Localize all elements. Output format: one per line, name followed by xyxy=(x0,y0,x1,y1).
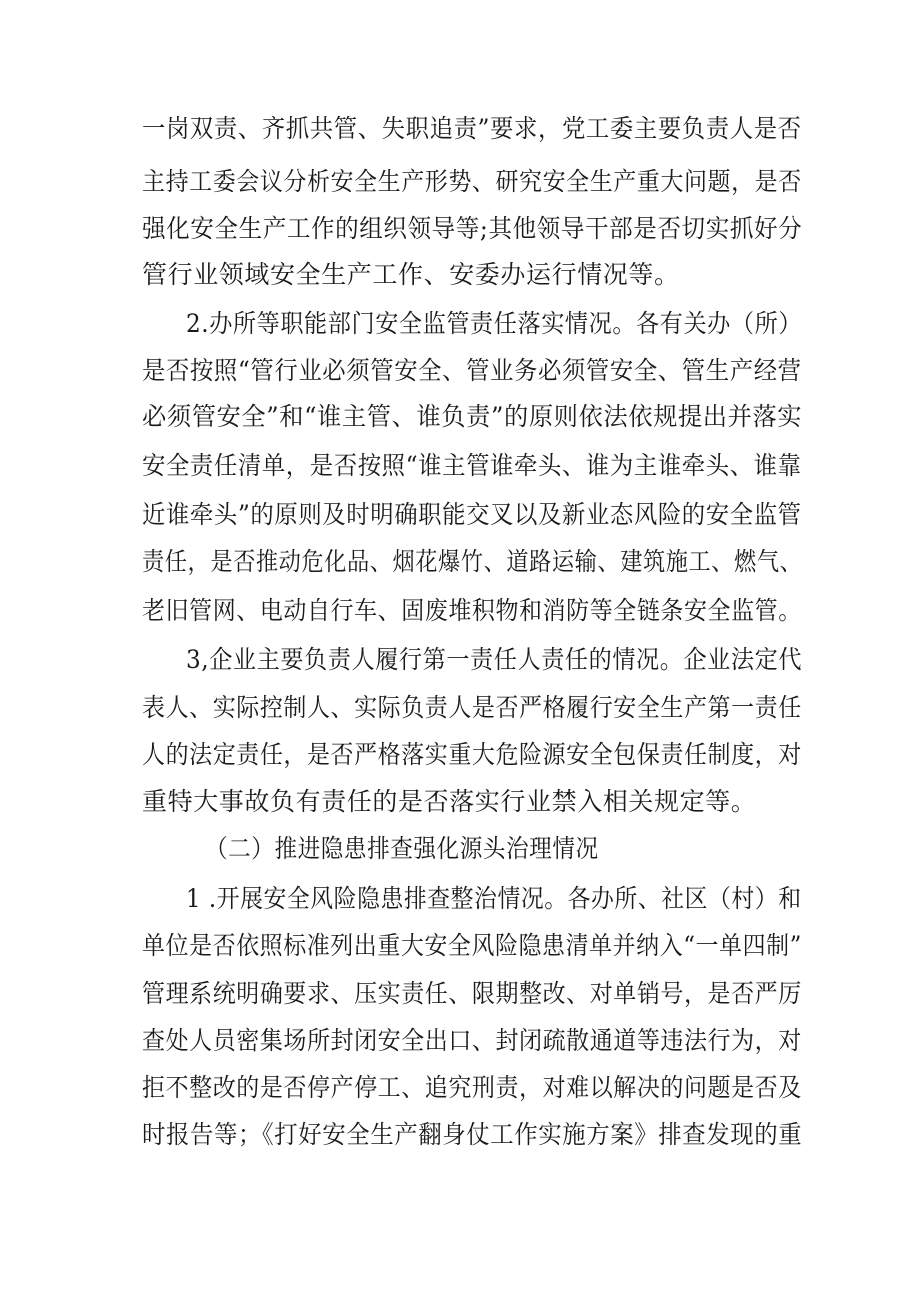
paragraph-line: 一岗双责、齐抓共管、失职追责”要求，党工委主要负责人是否 xyxy=(142,114,802,143)
section-heading: （二）推进隐患排查强化源头治理情况 xyxy=(205,834,599,863)
paragraph-line: 管行业领域安全生产工作、安委办运行情况等。 xyxy=(142,260,680,289)
paragraph-line: 是否按照“管行业必须管安全、管业务必须管安全、管生产经营 xyxy=(142,356,802,385)
paragraph-line: 1 .开展安全风险隐患排查整治情况。各办所、社区（村）和 xyxy=(186,884,802,913)
paragraph-line: 2.办所等职能部门安全监管责任落实情况。各有关办（所） xyxy=(186,309,803,338)
paragraph-line: 重特大事故负有责任的是否落实行业禁入相关规定等。 xyxy=(142,787,757,816)
paragraph-line: 安全责任清单，是否按照“谁主管谁牵头、谁为主谁牵头、谁靠 xyxy=(142,451,802,480)
paragraph-line: 必须管安全”和“谁主管、谁负责”的原则依法依规提出并落实 xyxy=(142,402,803,431)
paragraph-line: 近谁牵头”的原则及时明确职能交叉以及新业态风险的安全监管 xyxy=(142,500,802,529)
paragraph-line: 主持工委会议分析安全生产形势、研究安全生产重大问题，是否 xyxy=(142,167,802,196)
paragraph-line: 老旧管网、电动自行车、固废堆积物和消防等全链条安全监管。 xyxy=(142,596,802,625)
paragraph-line: 人的法定责任，是否严格落实重大危险源安全包保责任制度，对 xyxy=(142,740,802,769)
paragraph-line: 查处人员密集场所封闭安全出口、封闭疏散通道等违法行为，对 xyxy=(142,1026,802,1055)
paragraph-line: 时报告等；《打好安全生产翻身仗工作实施方案》排查发现的重 xyxy=(142,1120,803,1149)
paragraph-line: 强化安全生产工作的组织领导等;其他领导干部是否切实抓好分 xyxy=(142,214,803,243)
paragraph-line: 单位是否依照标准列出重大安全风险隐患清单并纳入“一单四制” xyxy=(142,931,802,960)
paragraph-line: 拒不整改的是否停产停工、追究刑责，对难以解决的问题是否及 xyxy=(142,1073,802,1102)
paragraph-line: 3,企业主要负责人履行第一责任人责任的情况。企业法定代 xyxy=(186,645,803,674)
paragraph-line: 管理系统明确要求、压实责任、限期整改、对单销号，是否严厉 xyxy=(142,979,802,1008)
paragraph-line: 责任，是否推动危化品、烟花爆竹、道路运输、建筑施工、燃气、 xyxy=(142,547,803,576)
paragraph-line: 表人、实际控制人、实际负责人是否严格履行安全生产第一责任 xyxy=(142,693,802,722)
